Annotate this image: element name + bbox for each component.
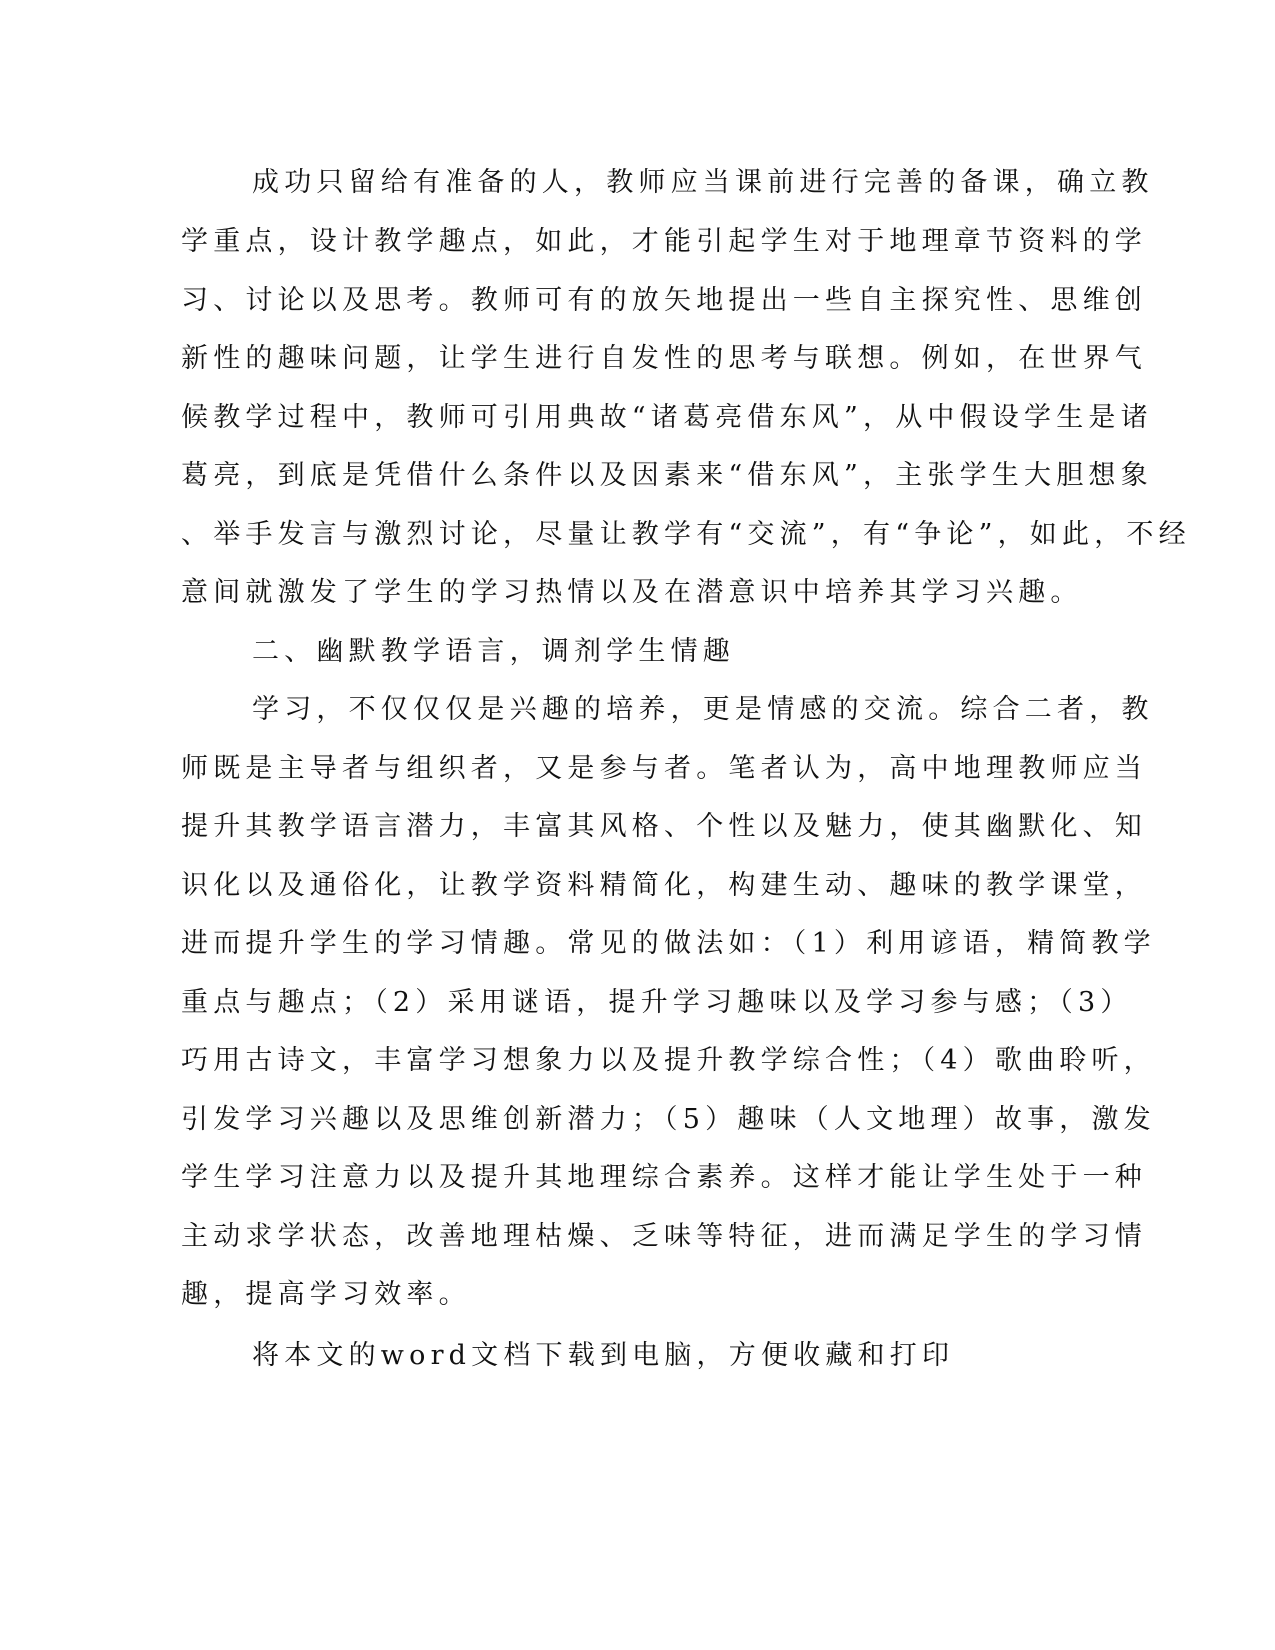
paragraph-line: 进而提升学生的学习情趣。常见的做法如：（1）利用谚语，精简教学 [181, 928, 1156, 959]
paragraph-line: 学生学习注意力以及提升其地理综合素养。这样才能让学生处于一种 [181, 1162, 1147, 1193]
paragraph-line: 师既是主导者与组织者，又是参与者。笔者认为，高中地理教师应当 [181, 753, 1147, 784]
download-note: 将本文的word文档下载到电脑，方便收藏和打印 [252, 1340, 955, 1371]
paragraph-line: 提升其教学语言潜力，丰富其风格、个性以及魅力，使其幽默化、知 [181, 811, 1147, 842]
paragraph-line: 趣，提高学习效率。 [181, 1279, 471, 1310]
paragraph-line: 习、讨论以及思考。教师可有的放矢地提出一些自主探究性、思维创 [181, 285, 1147, 316]
paragraph-line: 主动求学状态，改善地理枯燥、乏味等特征，进而满足学生的学习情 [181, 1221, 1147, 1252]
paragraph-line: 学习，不仅仅仅是兴趣的培养，更是情感的交流。综合二者，教 [252, 694, 1154, 725]
paragraph-line: 、举手发言与激烈讨论，尽量让教学有“交流”，有“争论”，如此，不经 [181, 519, 1191, 550]
paragraph-line: 成功只留给有准备的人，教师应当课前进行完善的备课，确立教 [252, 167, 1154, 198]
paragraph-line: 学重点，设计教学趣点，如此，才能引起学生对于地理章节资料的学 [181, 226, 1147, 257]
paragraph-line: 巧用古诗文，丰富学习想象力以及提升教学综合性；（4）歌曲聆听， [181, 1045, 1156, 1076]
paragraph-line: 引发学习兴趣以及思维创新潜力；（5）趣味（人文地理）故事，激发 [181, 1104, 1156, 1135]
paragraph-line: 重点与趣点；（2）采用谜语，提升学习趣味以及学习参与感；（3） [181, 987, 1133, 1018]
paragraph-line: 意间就激发了学生的学习热情以及在潜意识中培养其学习兴趣。 [181, 577, 1083, 608]
paragraph-line: 识化以及通俗化，让教学资料精简化，构建生动、趣味的教学课堂， [181, 870, 1147, 901]
paragraph-line: 葛亮，到底是凭借什么条件以及因素来“借东风”，主张学生大胆想象 [181, 460, 1153, 491]
paragraph-line: 候教学过程中，教师可引用典故“诸葛亮借东风”，从中假设学生是诸 [181, 402, 1153, 433]
paragraph-line: 新性的趣味问题，让学生进行自发性的思考与联想。例如，在世界气 [181, 343, 1147, 374]
section-heading: 二、幽默教学语言，调剂学生情趣 [252, 636, 735, 667]
